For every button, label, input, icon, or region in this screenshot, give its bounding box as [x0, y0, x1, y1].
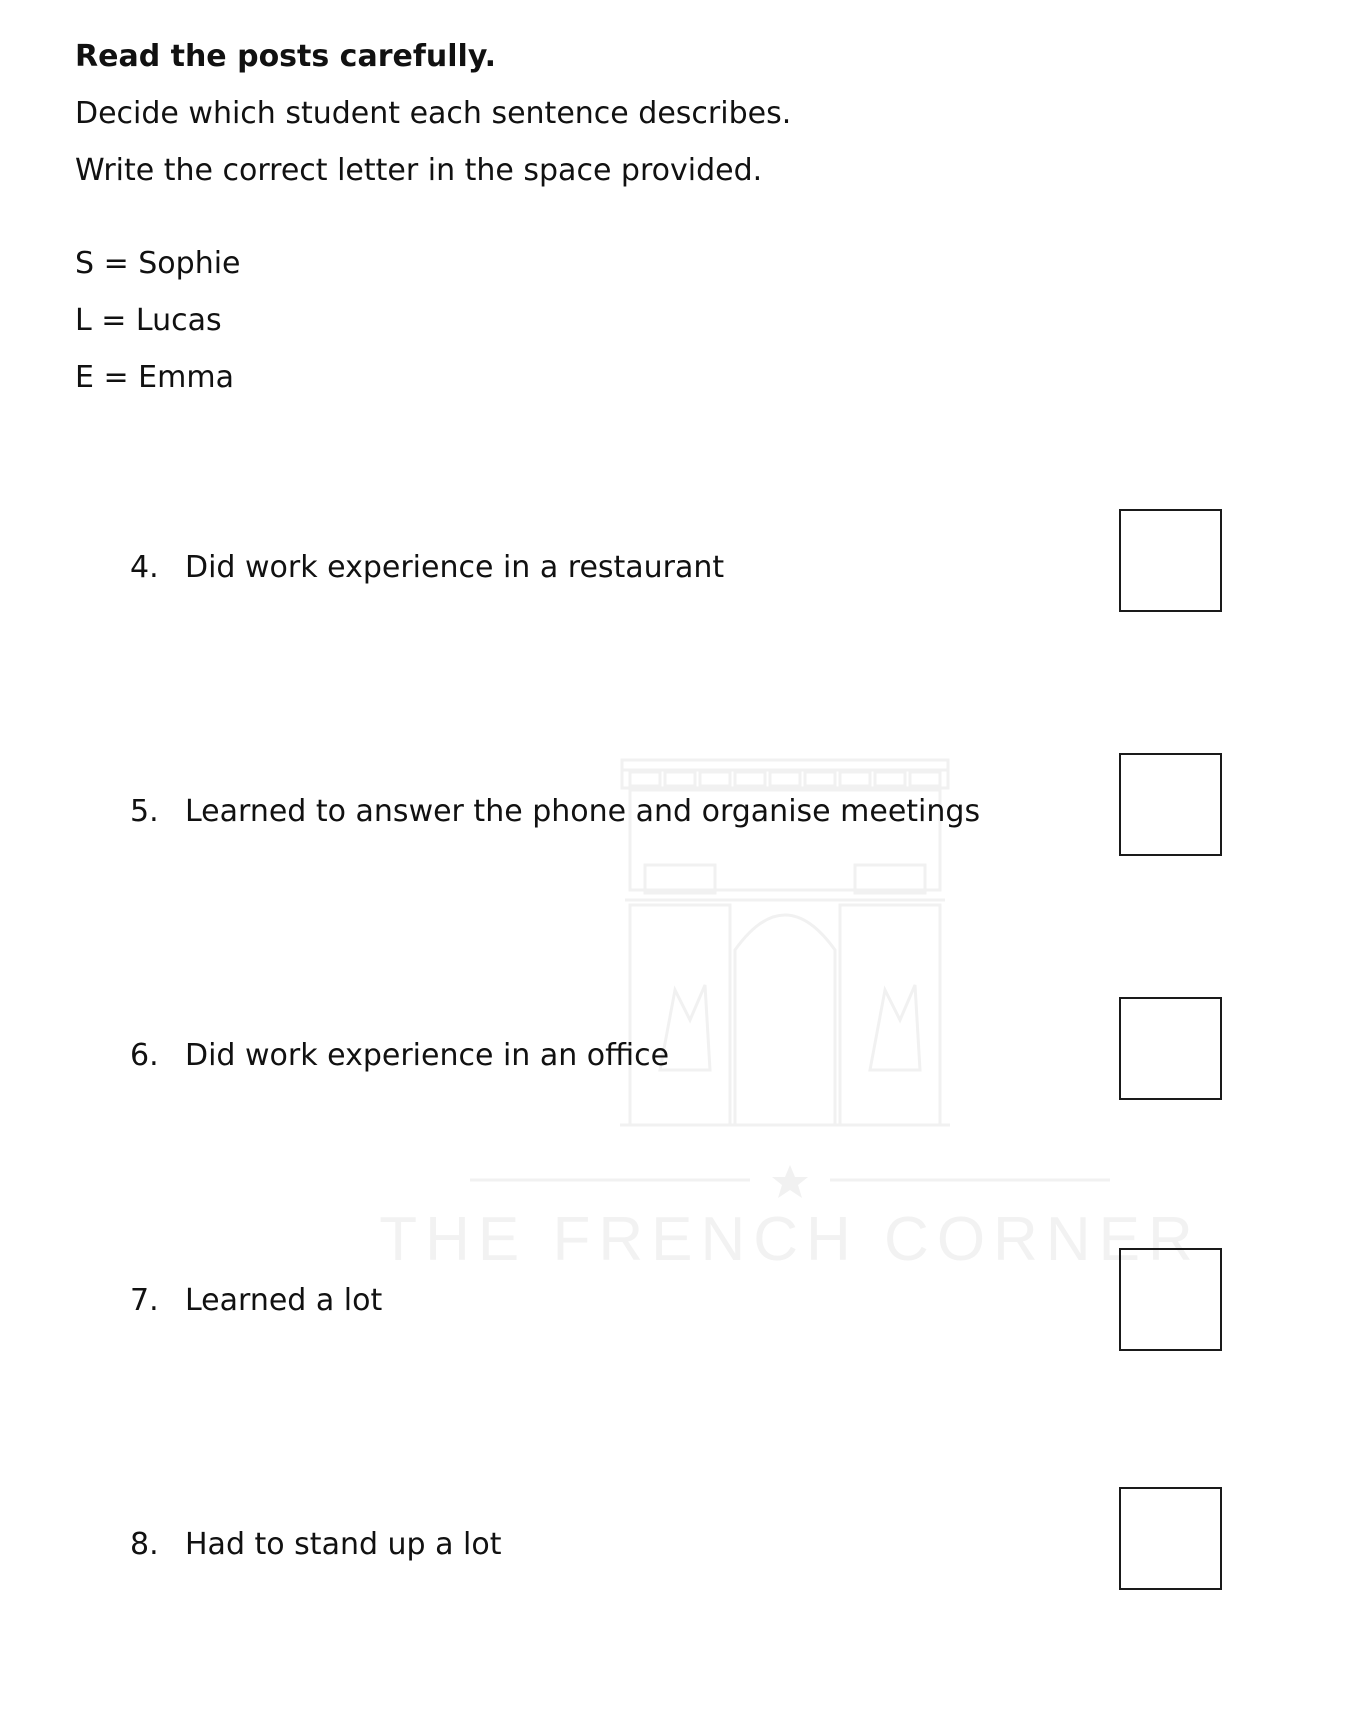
watermark-text: THE FRENCH CORNER: [379, 1205, 1201, 1274]
instruction-read: Read the posts carefully.: [75, 39, 497, 74]
answer-box-5[interactable]: [1119, 753, 1222, 856]
question-text: Did work experience in an office: [185, 1038, 670, 1073]
answer-box-4[interactable]: [1119, 509, 1222, 612]
instruction-write: Write the correct letter in the space provided.: [75, 153, 763, 188]
question-8: [130, 1527, 502, 1563]
question-6: [130, 1038, 669, 1074]
answer-box-8[interactable]: [1119, 1487, 1222, 1590]
question-4: [130, 550, 724, 586]
answer-box-6[interactable]: [1119, 997, 1222, 1100]
question-number: 4.: [130, 550, 159, 585]
instruction-decide: Decide which student each sentence describes.: [75, 96, 792, 131]
question-number: 6.: [130, 1038, 159, 1073]
question-number: 8.: [130, 1527, 159, 1562]
key-sophie: S = Sophie: [75, 246, 241, 281]
key-emma: E = Emma: [75, 360, 234, 395]
question-5: [130, 794, 980, 830]
question-text: Learned to answer the phone and organise meetings: [185, 794, 981, 829]
key-lucas: L = Lucas: [75, 303, 222, 338]
question-text: Learned a lot: [185, 1283, 383, 1318]
question-number: 5.: [130, 794, 159, 829]
question-text: Had to stand up a lot: [185, 1527, 502, 1562]
question-text: Did work experience in a restaurant: [185, 550, 725, 585]
question-number: 7.: [130, 1283, 159, 1318]
question-7: [130, 1283, 382, 1319]
answer-box-7[interactable]: [1119, 1248, 1222, 1351]
